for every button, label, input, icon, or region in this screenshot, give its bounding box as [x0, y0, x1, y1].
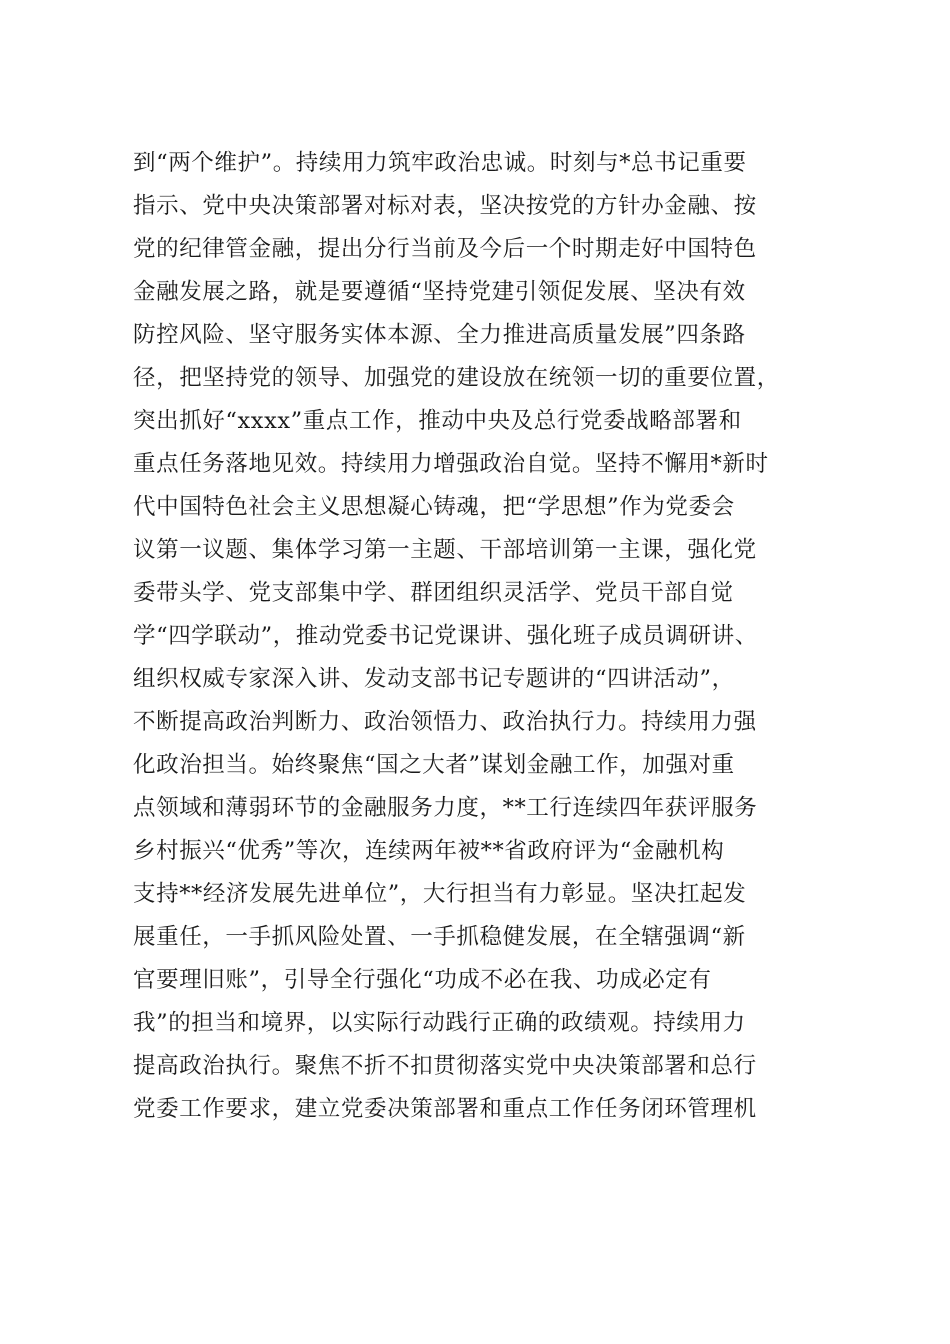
text-line: 代中国特色社会主义思想凝心铸魂，把“学思想”作为党委会 [133, 494, 735, 520]
text-line: 金融发展之路，就是要遵循“坚持党建引领促发展、坚决有效 [133, 279, 746, 305]
text-line: 提高政治执行。聚焦不折不扣贯彻落实党中央决策部署和总行 [133, 1053, 757, 1079]
text-line: 径，把坚持党的领导、加强党的建设放在统领一切的重要位置， [133, 365, 780, 391]
text-line: 点领域和薄弱环节的金融服务力度，**工行连续四年获评服务 [133, 795, 758, 821]
text-line: 指示、党中央决策部署对标对表，坚决按党的方针办金融、按 [133, 193, 757, 219]
text-line: 支持**经济发展先进单位”，大行担当有力彰显。坚决扛起发 [133, 881, 747, 907]
text-line: 委带头学、党支部集中学、群团组织灵活学、党员干部自觉 [133, 580, 734, 606]
text-line: 到“两个维护”。持续用力筑牢政治忠诚。时刻与*总书记重要 [133, 150, 747, 176]
text-line: 学“四学联动”，推动党委书记党课讲、强化班子成员调研讲、 [133, 623, 758, 649]
text-line: 党委工作要求，建立党委决策部署和重点工作任务闭环管理机 [133, 1096, 757, 1122]
text-line: 展重任，一手抓风险处置、一手抓稳健发展，在全辖强调“新 [133, 924, 746, 950]
text-line: 乡村振兴“优秀”等次，连续两年被**省政府评为“金融机构 [133, 838, 725, 864]
text-line: 组织权威专家深入讲、发动支部书记专题讲的“四讲活动”， [133, 666, 735, 692]
text-line: 突出抓好“xxxx”重点工作，推动中央及总行党委战略部署和 [133, 408, 742, 434]
text-line: 化政治担当。始终聚焦“国之大者”谋划金融工作，加强对重 [133, 752, 735, 778]
text-line: 防控风险、坚守服务实体本源、全力推进高质量发展”四条路 [133, 322, 746, 348]
text-line: 官要理旧账”，引导全行强化“功成不必在我、功成必定有 [133, 967, 712, 993]
text-line: 我”的担当和境界，以实际行动践行正确的政绩观。持续用力 [133, 1010, 746, 1036]
text-line: 重点任务落地见效。持续用力增强政治自觉。坚持不懈用*新时 [133, 451, 769, 477]
text-line: 议第一议题、集体学习第一主题、干部培训第一主课，强化党 [133, 537, 757, 563]
text-line: 党的纪律管金融，提出分行当前及今后一个时期走好中国特色 [133, 236, 757, 262]
text-line: 不断提高政治判断力、政治领悟力、政治执行力。持续用力强 [133, 709, 757, 735]
body-paragraph [133, 142, 833, 1131]
